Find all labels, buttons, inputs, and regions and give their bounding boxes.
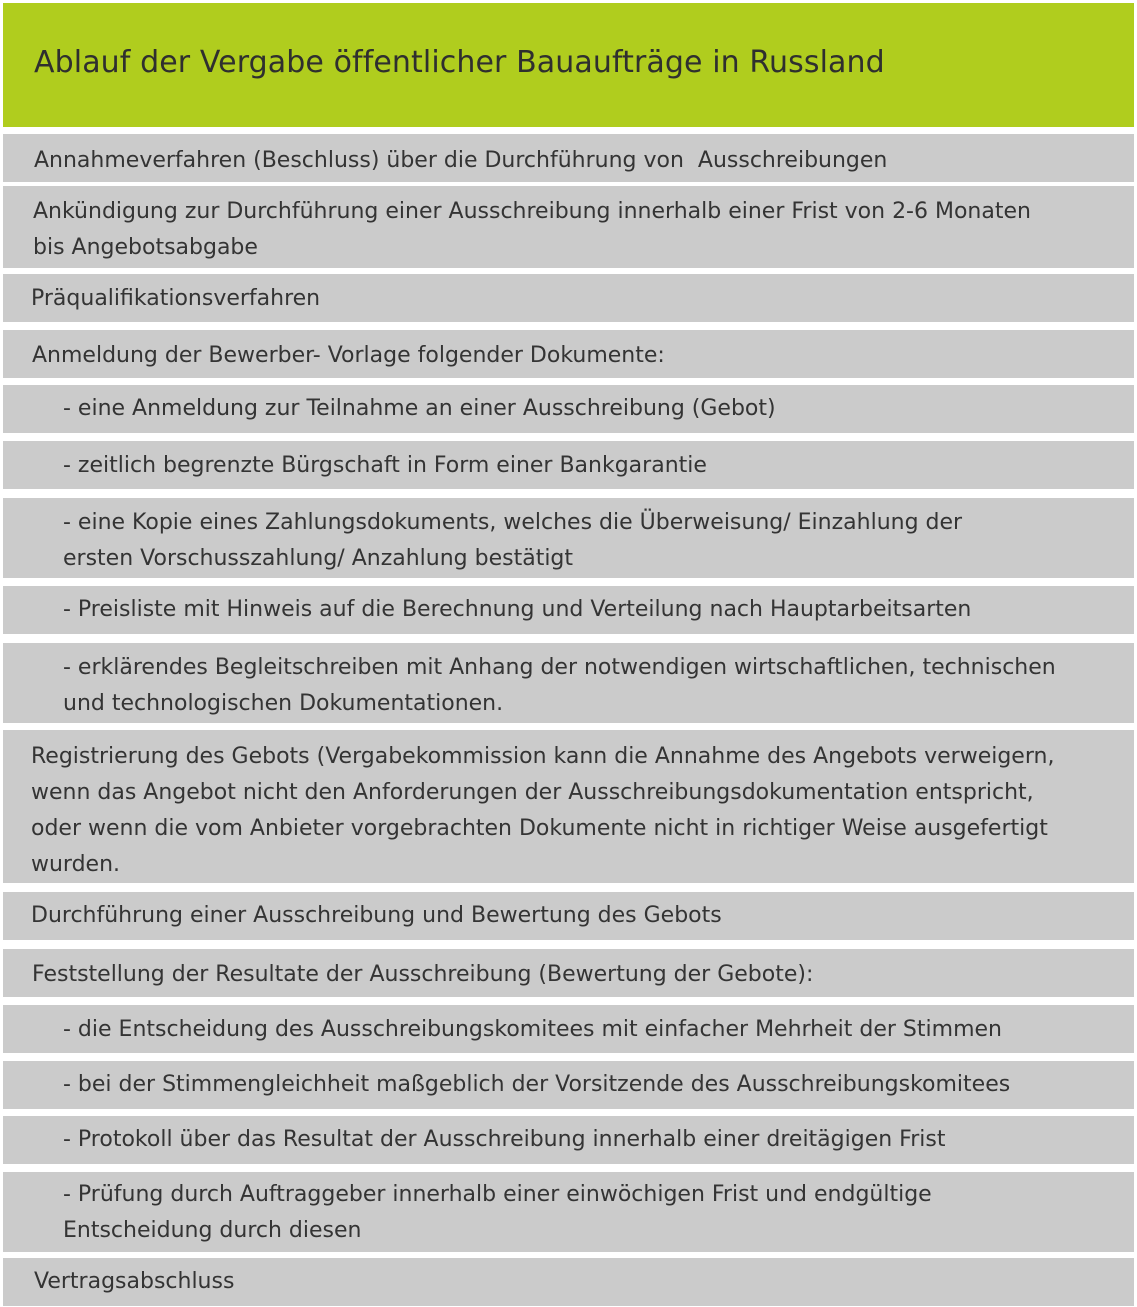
step-sub-item: [3, 586, 1134, 634]
step-text-line: - eine Anmeldung zur Teilnahme an einer Ausschreibung (Gebot): [63, 396, 776, 421]
step-sub-item: [3, 1172, 1134, 1252]
step-text-line: - Protokoll über das Resultat der Ausschreibung innerhalb einer dreitägigen Frist: [63, 1127, 946, 1152]
step-text-line: - eine Kopie eines Zahlungsdokuments, welches die Überweisung/ Einzahlung der: [63, 510, 963, 535]
step-text-line: Annahmeverfahren (Beschluss) über die Durchführung von Ausschreibungen: [34, 148, 888, 173]
step-text-line: Feststellung der Resultate der Ausschreibung (Bewertung der Gebote):: [32, 962, 814, 987]
step-text-line: Entscheidung durch diesen: [63, 1218, 362, 1243]
step-row: [3, 1258, 1134, 1306]
step-row: [3, 274, 1134, 322]
step-row: [3, 892, 1134, 940]
step-sub-item: [3, 385, 1134, 433]
step-sub-item: [3, 643, 1134, 723]
step-text-line: bis Angebotsabgabe: [33, 235, 258, 260]
step-row: [3, 730, 1134, 883]
step-text-line: ersten Vorschusszahlung/ Anzahlung bestätigt: [63, 546, 574, 571]
step-sub-item: [3, 441, 1134, 489]
step-text-line: Ankündigung zur Durchführung einer Ausschreibung innerhalb einer Frist von 2-6 Monaten: [33, 199, 1031, 224]
diagram-title: Ablauf der Vergabe öffentlicher Bauaufträge in Russland: [34, 45, 885, 80]
step-sub-item: [3, 1005, 1134, 1053]
step-text-line: - bei der Stimmengleichheit maßgeblich der Vorsitzende des Ausschreibungskomitees: [63, 1072, 1011, 1097]
step-text-line: Registrierung des Gebots (Vergabekommission kann die Annahme des Angebots verweigern,: [31, 744, 1055, 769]
step-text-line: Anmeldung der Bewerber- Vorlage folgender Dokumente:: [32, 343, 665, 368]
step-text-line: - die Entscheidung des Ausschreibungskomitees mit einfacher Mehrheit der Stimmen: [63, 1017, 1002, 1042]
step-row: [3, 186, 1134, 268]
step-sub-item: [3, 1116, 1134, 1164]
step-sub-item: [3, 1061, 1134, 1109]
header-bar: [3, 3, 1134, 127]
step-text-line: und technologischen Dokumentationen.: [63, 691, 504, 716]
step-text-line: - Prüfung durch Auftraggeber innerhalb einer einwöchigen Frist und endgültige: [63, 1182, 932, 1207]
step-text-line: Vertragsabschluss: [34, 1269, 235, 1294]
step-text-line: - erklärendes Begleitschreiben mit Anhang der notwendigen wirtschaftlichen, technischen: [63, 655, 1056, 680]
step-row: [3, 134, 1134, 182]
step-text-line: wurden.: [31, 852, 121, 877]
step-text-line: oder wenn die vom Anbieter vorgebrachten Dokumente nicht in richtiger Weise ausgefertigt: [31, 816, 1048, 841]
step-text-line: Durchführung einer Ausschreibung und Bewertung des Gebots: [31, 903, 722, 928]
step-row: [3, 949, 1134, 997]
step-sub-item: [3, 498, 1134, 578]
step-text-line: wenn das Angebot nicht den Anforderungen der Ausschreibungsdokumentation entspricht,: [31, 780, 1034, 805]
step-row: [3, 330, 1134, 378]
step-text-line: Präqualifikationsverfahren: [31, 286, 321, 311]
step-text-line: - Preisliste mit Hinweis auf die Berechnung und Verteilung nach Hauptarbeitsarten: [63, 597, 972, 622]
step-text-line: - zeitlich begrenzte Bürgschaft in Form einer Bankgarantie: [63, 453, 707, 478]
